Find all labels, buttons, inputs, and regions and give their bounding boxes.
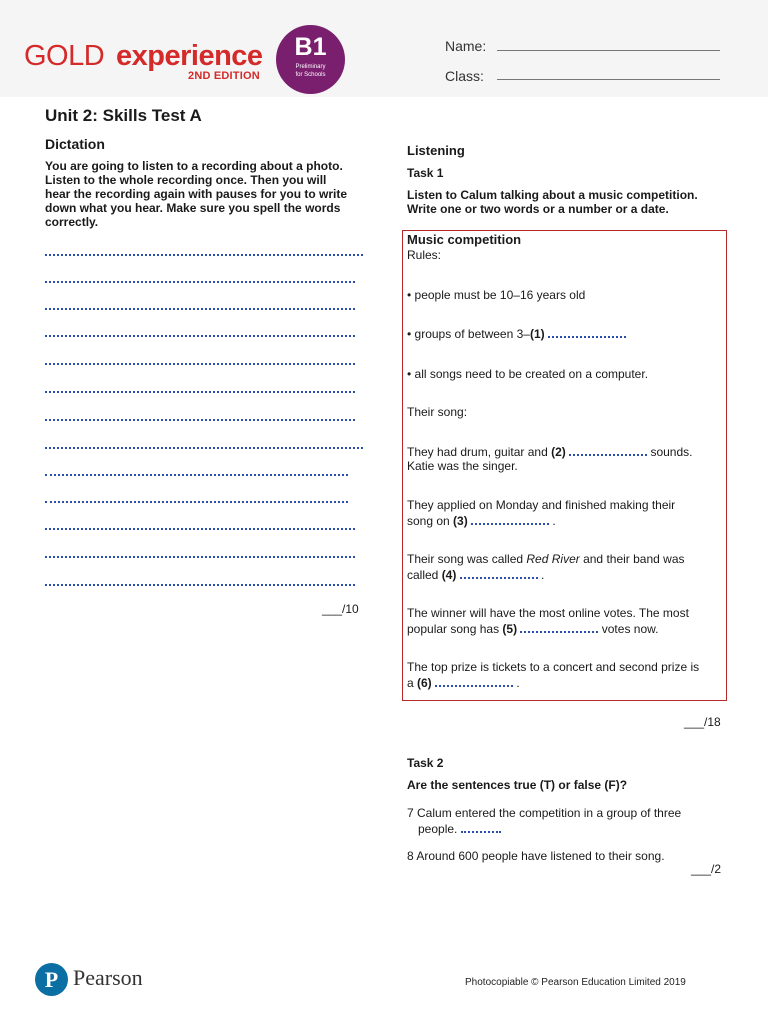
dictation-line[interactable] <box>45 335 355 337</box>
dictation-line[interactable] <box>45 363 355 365</box>
q6-text-pre: a <box>407 676 418 690</box>
q3-line1: They applied on Monday and finished making their <box>407 498 676 512</box>
page-header <box>0 0 768 97</box>
q1-answer-blank[interactable] <box>548 326 626 338</box>
q2-line <box>407 444 692 460</box>
q1-number: (1) <box>529 327 545 341</box>
dictation-line[interactable] <box>45 419 355 421</box>
class-field[interactable] <box>497 79 720 80</box>
dictation-heading: Dictation <box>45 136 105 152</box>
dictation-line[interactable] <box>45 584 355 586</box>
q4-text-pre: Their song was called <box>407 552 527 566</box>
dictation-line[interactable] <box>45 391 355 393</box>
badge-subtitle <box>276 63 345 79</box>
pearson-wordmark: Pearson <box>73 965 143 990</box>
q7-line2 <box>418 821 501 837</box>
q5-text-pre: popular song has <box>407 622 503 636</box>
q5-line2 <box>407 621 658 637</box>
dictation-line[interactable] <box>45 528 355 530</box>
badge-sub-line1: Preliminary <box>295 64 326 70</box>
dictation-instructions: You are going to listen to a recording about a photo. Listen to the whole recording once. Then you will hear the recording again with pauses for you to write down what you hear. Make sure you spell the words correctly. <box>45 159 348 229</box>
logo-edition: 2ND EDITION <box>188 70 260 82</box>
q5-number: (5) <box>502 622 518 636</box>
q2-number: (2) <box>551 445 566 459</box>
q2-line2: Katie was the singer. <box>407 459 518 473</box>
name-label: Name: <box>445 38 487 54</box>
q8-line: 8 Around 600 people have listened to their song. <box>407 849 665 863</box>
task1-instructions: Listen to Calum talking about a music competition. Write one or two words or a number or a date. <box>407 188 698 216</box>
q2-text-pre: They had drum, guitar and <box>407 445 552 459</box>
q4-line1 <box>407 552 685 567</box>
logo-experience: experience <box>116 40 263 72</box>
badge-level: B1 <box>294 33 327 61</box>
task1-score: ___/18 <box>684 715 721 729</box>
task2-score: ___/2 <box>691 862 722 876</box>
page-title: Unit 2: Skills Test A <box>45 106 202 125</box>
q2-answer-blank[interactable] <box>569 444 647 456</box>
q4-line2-post: . <box>537 568 545 582</box>
q7-answer-blank[interactable] <box>461 821 501 833</box>
rule-groups <box>407 326 626 342</box>
q4-text-post: and their band was <box>579 552 685 566</box>
q5-answer-blank[interactable] <box>520 621 598 633</box>
q3-text-post: . <box>549 514 556 528</box>
q4-answer-blank[interactable] <box>460 567 538 579</box>
name-field[interactable] <box>497 50 720 51</box>
q3-number: (3) <box>453 514 468 528</box>
task1-heading: Task 1 <box>407 166 444 180</box>
badge-sub-line2: for Schools <box>295 72 326 78</box>
rule-computer: • all songs need to be created on a computer. <box>407 367 649 381</box>
dictation-line[interactable] <box>45 447 363 449</box>
task2-heading: Task 2 <box>407 756 444 770</box>
q4-line2 <box>407 567 544 583</box>
q4-song-title: Red River <box>526 552 580 566</box>
copyright-notice: Photocopiable © Pearson Education Limited 2019 <box>465 977 686 988</box>
rule-age: • people must be 10–16 years old <box>407 288 586 302</box>
level-badge <box>276 25 345 94</box>
q5-line1: The winner will have the most online votes. The most <box>407 606 689 620</box>
q7-text: people. <box>418 822 458 836</box>
q4-number: (4) <box>441 568 457 582</box>
dictation-line[interactable] <box>45 474 348 476</box>
their-song-label: Their song: <box>407 405 468 419</box>
q3-line2 <box>407 513 556 529</box>
q6-answer-blank[interactable] <box>435 675 513 687</box>
pearson-logo-icon: P <box>35 963 68 996</box>
q7-line1: 7 Calum entered the competition in a group of three <box>407 806 682 820</box>
dictation-line[interactable] <box>45 556 355 558</box>
q3-text-pre: song on <box>407 514 454 528</box>
rules-label: Rules: <box>407 248 442 262</box>
dictation-line[interactable] <box>45 281 355 283</box>
rule-groups-text: • groups of between 3– <box>407 327 530 341</box>
task2-instructions: Are the sentences true (T) or false (F)? <box>407 778 628 792</box>
logo-gold: GOLD <box>24 40 105 72</box>
q4-line2-pre: called <box>407 568 442 582</box>
q2-text-post: sounds. <box>647 445 693 459</box>
dictation-line[interactable] <box>45 308 355 310</box>
q6-text-post: . <box>513 676 520 690</box>
box-title: Music competition <box>407 232 522 247</box>
listening-heading: Listening <box>407 143 465 158</box>
dictation-score: ___/10 <box>322 602 359 616</box>
q3-answer-blank[interactable] <box>471 513 549 525</box>
q5-text-post: votes now. <box>598 622 659 636</box>
q6-number: (6) <box>417 676 432 690</box>
dictation-line[interactable] <box>45 254 363 256</box>
q6-line1: The top prize is tickets to a concert and second prize is <box>407 660 700 674</box>
q6-line2 <box>407 675 520 691</box>
class-label: Class: <box>445 68 484 84</box>
dictation-line[interactable] <box>45 501 348 503</box>
